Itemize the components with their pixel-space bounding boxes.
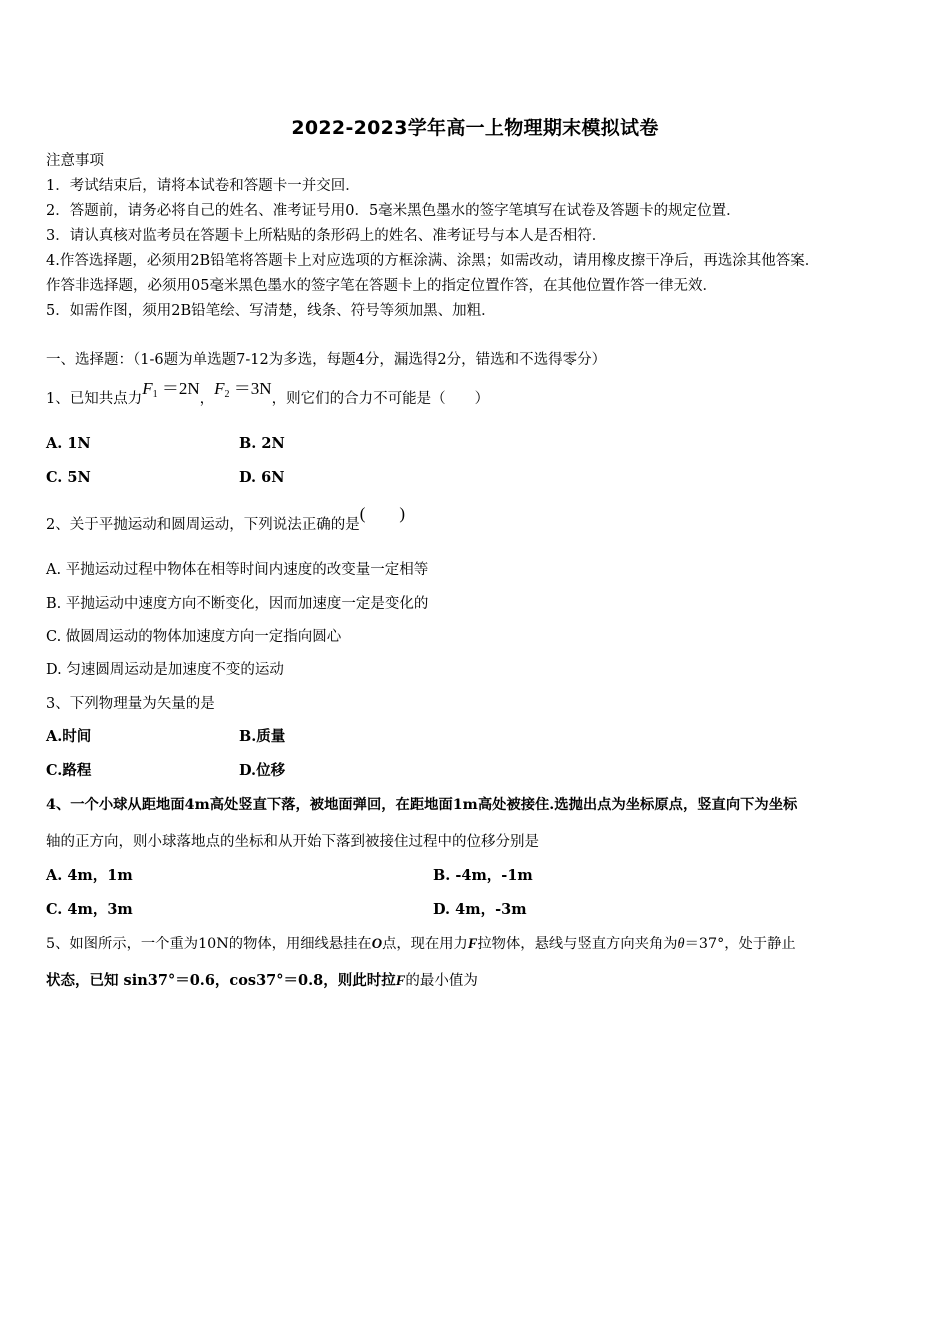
q2-option-b[interactable]: B. 平抛运动中速度方向不断变化，因而加速度一定是变化的 xyxy=(46,596,429,612)
notice-item-4: 4.作答选择题，必须用2B铅笔将答题卡上对应选项的方框涂满、涂黑；如需改动，请用橡皮擦干净后，再选涂其他答案． xyxy=(46,253,820,269)
q4-option-c[interactable]: C. 4m，3m xyxy=(46,901,133,918)
q3-option-c[interactable]: C.路程 xyxy=(46,762,92,779)
q4-option-b[interactable]: B. -4m，-1m xyxy=(433,867,533,884)
section-heading: 一、选择题：（1-6题为单选题7-12为多选，每题4分，漏选得2分，错选和不选得零分） xyxy=(46,352,607,368)
page-title: 2022-2023学年高一上物理期末模拟试卷 xyxy=(291,117,659,139)
notice-item-4-cont: 作答非选择题，必须用05毫米黑色墨水的签字笔在答题卡上的指定位置作答，在其他位置作答一律无效． xyxy=(46,278,717,294)
question-4-stem-line1: 4、一个小球从距地面4m高处竖直下落，被地面弹回，在距地面1m高处被接住.选抛出点为坐标原点，竖直向下为坐标 xyxy=(46,797,798,813)
q1-f1-formula: $F_1 =2N$ xyxy=(142,379,200,400)
q1-prefix: 1、已知共点力 xyxy=(46,391,143,407)
q1-option-c[interactable]: C. 5N xyxy=(46,469,91,486)
q2-option-d[interactable]: D. 匀速圆周运动是加速度不变的运动 xyxy=(46,662,284,678)
q3-option-b[interactable]: B.质量 xyxy=(239,728,286,745)
q1-f2-formula: $F_2 =3N$ xyxy=(214,379,272,400)
question-4-stem-line2: 轴的正方向，则小球落地点的坐标和从开始下落到被接住过程中的位移分别是 xyxy=(46,834,539,850)
q3-option-d[interactable]: D.位移 xyxy=(239,762,286,779)
q2-option-c[interactable]: C. 做圆周运动的物体加速度方向一定指向圆心 xyxy=(46,629,342,645)
notice-item-1: 1．考试结束后，请将本试卷和答题卡一并交回． xyxy=(46,178,360,194)
notice-item-2: 2．答题前，请务必将自己的姓名、准考证号用0．5毫米黑色墨水的签字笔填写在试卷及答题卡的规定位置． xyxy=(46,203,741,219)
q4-option-d[interactable]: D. 4m，-3m xyxy=(433,901,527,918)
question-5-stem-line1: 5、如图所示，一个重为10N的物体，用细线悬挂在O点，现在用力F拉物体，悬线与竖直方向夹角为θ＝37°，处于静止 xyxy=(46,936,796,952)
q4-option-a[interactable]: A. 4m，1m xyxy=(46,867,133,884)
q1-option-d[interactable]: D. 6N xyxy=(239,469,285,486)
q1-suffix: ，则它们的合力不可能是（ ） xyxy=(271,391,490,407)
question-5-stem-line2: 状态，已知 sin37°＝0.6，cos37°＝0.8，则此时拉F的最小值为 xyxy=(46,972,478,989)
q3-option-a[interactable]: A.时间 xyxy=(46,728,92,745)
question-1-stem xyxy=(46,379,490,414)
q1-option-a[interactable]: A. 1N xyxy=(46,435,91,452)
q2-option-a[interactable]: A. 平抛运动过程中物体在相等时间内速度的改变量一定相等 xyxy=(46,562,429,578)
notice-item-5: 5．如需作图，须用2B铅笔绘、写清楚，线条、符号等须加黑、加粗． xyxy=(46,303,496,319)
q1-option-b[interactable]: B. 2N xyxy=(239,435,285,452)
notice-heading: 注意事项 xyxy=(46,153,104,169)
notice-item-3: 3．请认真核对监考员在答题卡上所粘贴的条形码上的姓名、准考证号与本人是否相符． xyxy=(46,228,607,244)
question-2-stem: 2、关于平抛运动和圆周运动，下列说法正确的是( ) xyxy=(46,504,406,533)
q1-sep: ， xyxy=(199,391,215,407)
q2-answer-paren: ( ) xyxy=(359,504,406,523)
question-3-stem: 3、下列物理量为矢量的是 xyxy=(46,696,215,712)
